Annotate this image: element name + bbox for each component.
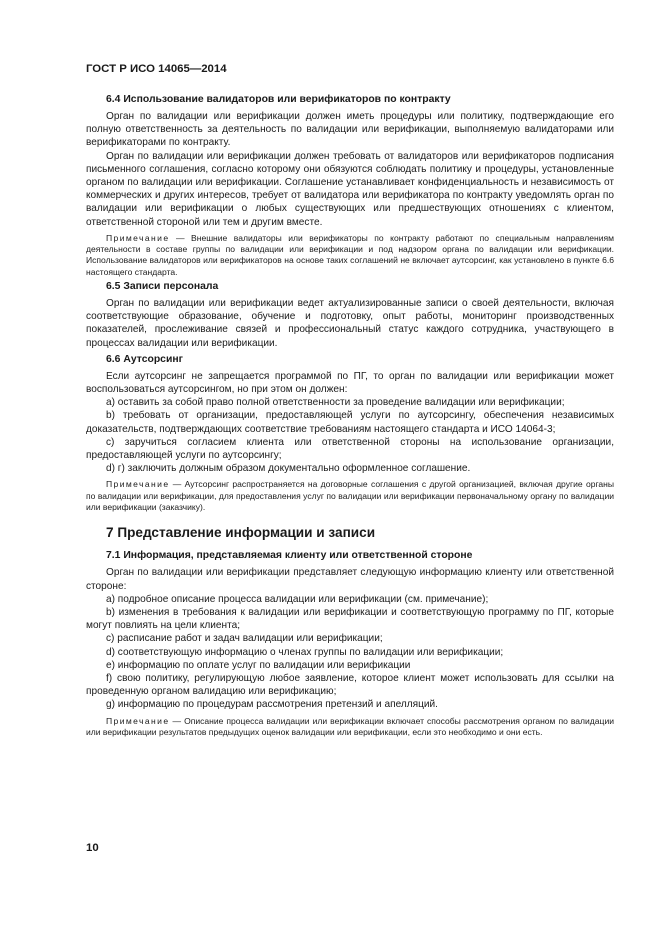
document-page (86, 63, 614, 741)
section-6-4-paragraph-2: Орган по валидации или верификации должен требовать от валидаторов или верификаторов подписания письменного соглашения, согласно которому они обязуются соблюдать политику и процедуры, установленные органом по валидации или верификации. Соглашение устанавливает конфиденциальность и независимость от коммерческих и других интересов, требует от валидатора или верификатора по контракту уведомлять орган по валидации или верификации о любых существующих или предшествующих отношениях с клиентом, ответственной стороной или тем и другим вместе. (86, 150, 614, 228)
section-6-5-title: 6.5 Записи персонала (106, 281, 219, 293)
section-6-5-paragraph-1: Орган по валидации или верификации ведет актуализированные записи о своей деятельности, включая соответствующие образование, обучение и подготовку, опыт работы, мониторинг производственных показателей, прослеживание связей и профессиональный статус каждого сотрудника, участвующего в процессах валидации или верификации. (86, 298, 614, 349)
section-7-1-item-e: e) информацию по оплате услуг по валидации или верификации (106, 659, 411, 671)
note-label: Примечание (106, 479, 170, 490)
section-6-6-item-d: d) г) заключить должным образом документально оформленное соглашение. (106, 463, 471, 475)
section-6-6-note (86, 479, 614, 513)
section-7-1-item-a: a) подробное описание процесса валидации или верификации (см. примечание); (106, 593, 489, 605)
section-7-1-title: 7.1 Информация, представляемая клиенту или ответственной стороне (106, 550, 473, 562)
note-label: Примечание (106, 715, 170, 726)
section-7-1-item-c: c) расписание работ и задач валидации или верификации; (106, 633, 383, 645)
note-text: — Аутсорсинг распространяется на договорные соглашения с другой организацией, включая другие органы по валидации или верификации, для предоставления услуг по валидации или верификации первоначальному органу по валидации или верификации (заказчику). (86, 479, 614, 513)
section-6-6-paragraph-1: Если аутсорсинг не запрещается программой по ПГ, то орган по валидации или верификации может воспользоваться аутсорсингом, но при этом он должен: (86, 370, 614, 396)
note-label: Примечание (106, 232, 170, 243)
section-6-4-paragraph-1: Орган по валидации или верификации должен иметь процедуры или политику, подтверждающие его полную ответственность за деятельность по валидации или верификации, выполняемую валидаторами или верификаторами по контракту. (86, 111, 614, 149)
section-6-4-title: 6.4 Использование валидаторов или верификаторов по контракту (106, 94, 451, 105)
section-7-1-item-d: d) соответствующую информацию о членах группы по валидации или верификации; (106, 646, 504, 658)
document-header: ГОСТ Р ИСО 14065—2014 (86, 63, 227, 75)
section-7-1-note (86, 716, 614, 739)
section-6-6-title: 6.6 Аутсорсинг (106, 353, 183, 365)
section-6-4-note (86, 233, 614, 278)
section-7-1-item-b: b) изменения в требования к валидации или верификации и соответствующую программу по ПГ, которые могут повлиять на цели клиента; (86, 606, 614, 632)
section-7-1-paragraph-1: Орган по валидации или верификации представляет следующую информацию клиенту или ответственной стороне: (86, 567, 614, 592)
section-6-6-item-c: c) заручиться согласием клиента или ответственной стороны на использование организации, предоставляющей услуги по аутсорсингу; (86, 436, 614, 462)
section-7-title: 7 Представление информации и записи (106, 525, 376, 541)
section-6-6-item-a: a) оставить за собой право полной ответственности за проведение валидации или верификации; (106, 397, 565, 409)
note-text: — Описание процесса валидации или верификации включает способы рассмотрения органом по валидации или верификации результатов предыдущих оценок валидации или верификации, если это необходимо и они есть. (86, 715, 614, 737)
note-text: — Внешние валидаторы или верификаторы по контракту работают по специальным направлениям деятельности в составе группы по валидации или верификации и под надзором органа по валидации или верификации. Использование валидаторов или верификаторов на основе таких соглашений не включает аутсорсинг, как установлено в пункте 6.6 настоящего стандарта. (86, 232, 614, 277)
page-number: 10 (86, 842, 99, 854)
section-6-6-item-b: b) требовать от организации, предоставляющей услуги по аутсорсингу, обеспечения независимых доказательств, подтверждающих соответствие требованиям настоящего стандарта и ИСО 14064-3; (86, 410, 614, 435)
section-7-1-item-f: f) свою политику, регулирующую любое заявление, которое клиент может использовать для ссылки на проведенную органом валидацию или верификацию; (86, 672, 614, 698)
section-7-1-item-g: g) информацию по процедурам рассмотрения претензий и апелляций. (106, 699, 438, 711)
